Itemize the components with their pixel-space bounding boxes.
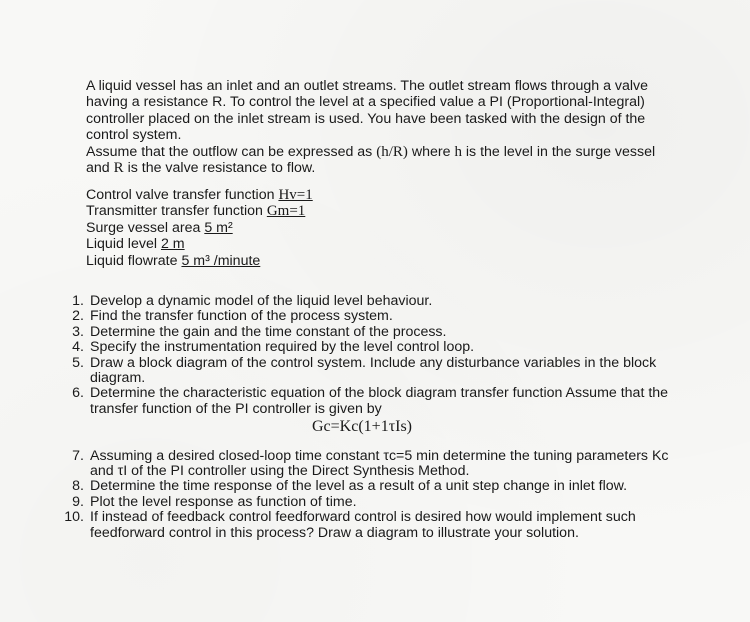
question-item: 9. Plot the level response as function of time. — [72, 493, 357, 510]
question-item: 2. Find the transfer function of the process system. — [72, 308, 393, 325]
question-item: 6. Determine the characteristic equation of the block diagram transfer function Assume that the transfer function of the PI controller is given by — [72, 385, 669, 417]
question-item: 7. Assuming a desired closed-loop time constant τc=5 min determine the tuning parameters Kc and τI of the PI controller using the Direct Synthesis Method. — [72, 447, 669, 480]
pi-controller-formula: Gc=Kc(1+1τIs) — [312, 418, 412, 436]
question-item: 5. Draw a block diagram of the control system. Include any disturbance variables in the block diagram. — [72, 354, 657, 387]
problem-intro — [86, 78, 666, 176]
question-item: 8. Determine the time response of the level as a result of a unit step change in inlet flow. — [72, 478, 628, 495]
param-valve: Control valve transfer function Hv=1 — [86, 187, 313, 203]
param-level: Liquid level 2 m — [86, 236, 185, 253]
question-item: 3. Determine the gain and the time constant of the process. — [72, 323, 447, 340]
question-list — [52, 294, 672, 541]
param-transmitter: Transmitter transfer function Gm=1 — [86, 203, 306, 220]
assumption-paragraph: Assume that the outflow can be expressed as (h/R) where h is the level in the surge vessel and R is the valve resistance to flow. — [86, 143, 656, 177]
given-parameters — [86, 187, 313, 269]
intro-paragraph: A liquid vessel has an inlet and an outlet streams. The outlet stream flows through a valve having a resistance R. To control the level at a specified value a PI (Proportional-Integral) controller placed on the inlet stream is used. You have been tasked with the design of the control system. — [86, 78, 649, 144]
param-flowrate: Liquid flowrate 5 m³ /minute — [86, 252, 261, 269]
question-item: 1. Develop a dynamic model of the liquid level behaviour. — [72, 293, 433, 309]
question-item: 4. Specify the instrumentation required by the level control loop. — [72, 339, 475, 356]
question-item: 10. If instead of feedback control feedforward control is desired how would implement such feedforward control in this process? Draw a diagram to illustrate your solution. — [64, 509, 636, 541]
param-area: Surge vessel area 5 m² — [86, 219, 233, 236]
